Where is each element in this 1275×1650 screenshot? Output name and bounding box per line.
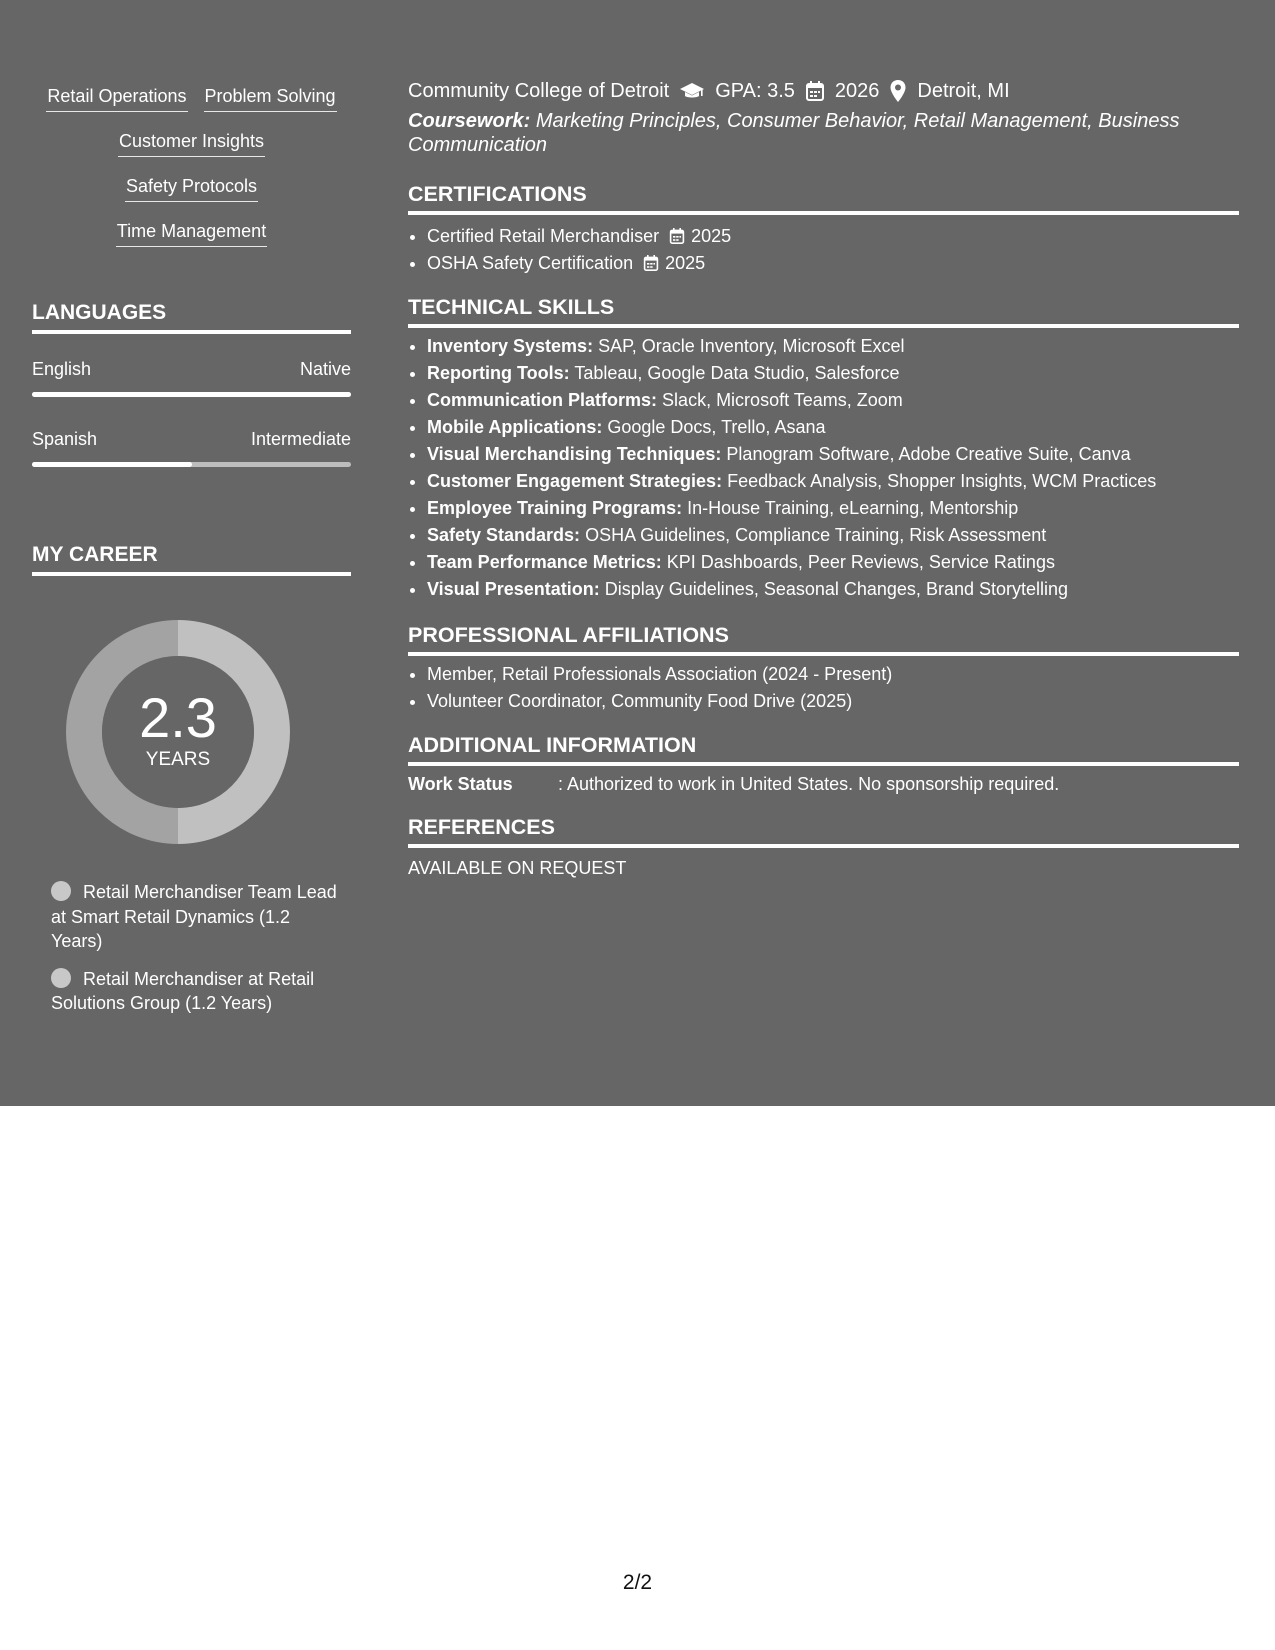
calendar-icon [643, 254, 659, 272]
coursework [408, 109, 1208, 157]
skill-label: Mobile Applications: [427, 417, 603, 437]
graduation-cap-icon [679, 81, 705, 101]
career-item [51, 880, 341, 954]
work-status-row [408, 772, 1059, 796]
technical-skills-list [408, 333, 1239, 603]
skill-value: Feedback Analysis, Shopper Insights, WCM Practices [727, 471, 1157, 491]
education-location: Detroit, MI [917, 80, 1010, 102]
skill-label: Employee Training Programs: [427, 498, 683, 518]
language-item [32, 428, 351, 467]
skill-label: Visual Merchandising Techniques: [427, 444, 722, 464]
certifications-list [408, 223, 1239, 277]
certification-item [427, 250, 1239, 277]
references-text: AVAILABLE ON REQUEST [408, 858, 627, 878]
skill-label: Reporting Tools: [427, 363, 570, 383]
career-item-label: Retail Merchandiser at Retail Solutions Group (1.2 Years) [51, 968, 315, 1013]
skill-value: Slack, Microsoft Teams, Zoom [662, 390, 903, 410]
certification-year: 2025 [691, 226, 732, 246]
skill-item [427, 468, 1239, 495]
skill-row [32, 219, 351, 264]
language-proficiency-bar [32, 462, 351, 467]
skill-item [427, 360, 1239, 387]
certification-name: Certified Retail Merchandiser [427, 226, 660, 246]
language-level: Intermediate [250, 429, 351, 449]
calendar-icon [805, 80, 825, 102]
skill-tag: Safety Protocols [125, 174, 258, 202]
certification-item [427, 223, 1239, 250]
affiliation-item: • Volunteer Coordinator, Community Food Drive (2025) [427, 688, 1239, 715]
affiliations-heading: PROFESSIONAL AFFILIATIONS [408, 621, 1239, 656]
skill-value: SAP, Oracle Inventory, Microsoft Excel [598, 336, 905, 356]
skill-label: Customer Engagement Strategies: [427, 471, 723, 491]
language-proficiency-fill [32, 462, 192, 467]
skill-label: Visual Presentation: [427, 579, 600, 599]
career-total-value: 2.3 [139, 686, 217, 749]
skill-tag: Time Management [116, 219, 267, 247]
skill-item [427, 522, 1239, 549]
affiliation-item: • Member, Retail Professionals Association (2024 - Present) [427, 661, 1239, 688]
career-list [51, 880, 341, 1029]
language-item [32, 358, 351, 397]
coursework-text: Marketing Principles, Consumer Behavior, Retail Management, Business Communication [408, 110, 1180, 156]
school-name: Community College of Detroit [408, 80, 670, 102]
skill-value: In-House Training, eLearning, Mentorship [687, 498, 1019, 518]
language-name: Spanish [32, 429, 98, 449]
map-pin-icon [889, 79, 907, 103]
skill-item [427, 333, 1239, 360]
skill-tag: Retail Operations [46, 84, 187, 112]
skill-label: Communication Platforms: [427, 390, 658, 410]
skill-value: KPI Dashboards, Peer Reviews, Service Ratings [666, 552, 1055, 572]
language-proficiency-fill [32, 392, 351, 397]
certification-year: 2025 [665, 253, 706, 273]
career-donut-chart [66, 620, 290, 844]
skill-item [427, 414, 1239, 441]
skill-value: Planogram Software, Adobe Creative Suite, Canva [726, 444, 1131, 464]
certifications-heading: CERTIFICATIONS [408, 180, 1239, 215]
skill-item [427, 495, 1239, 522]
skill-value: Display Guidelines, Seasonal Changes, Brand Storytelling [604, 579, 1069, 599]
skill-tag: Problem Solving [204, 84, 337, 112]
skill-value: Google Docs, Trello, Asana [607, 417, 826, 437]
career-total [66, 620, 290, 844]
skill-label: Safety Standards: [427, 525, 581, 545]
career-item-label: Retail Merchandiser Team Lead at Smart Retail Dynamics (1.2 Years) [51, 882, 337, 951]
additional-info-heading: ADDITIONAL INFORMATION [408, 731, 1239, 766]
languages-heading: LANGUAGES [32, 299, 351, 334]
career-item [51, 967, 341, 1016]
skill-item [427, 441, 1239, 468]
graduation-year: 2026 [834, 80, 880, 102]
skill-label: Team Performance Metrics: [427, 552, 662, 572]
career-total-unit: YEARS [145, 749, 211, 770]
skill-row [32, 174, 351, 219]
technical-skills-heading: TECHNICAL SKILLS [408, 293, 1239, 328]
affiliations-list [408, 661, 1239, 715]
work-status-label: Work Status [408, 774, 513, 794]
skill-value: Tableau, Google Data Studio, Salesforce [574, 363, 900, 383]
skill-item [427, 549, 1239, 576]
skill-row [32, 84, 351, 129]
page-number: 2/2 [622, 1571, 653, 1594]
language-proficiency-bar [32, 392, 351, 397]
language-level: Native [299, 359, 351, 379]
gpa: GPA: 3.5 [715, 80, 795, 102]
calendar-icon [669, 227, 685, 245]
education-line [408, 78, 1239, 104]
bullet-dot-icon [51, 881, 71, 901]
certification-name: OSHA Safety Certification [427, 253, 634, 273]
skill-item [427, 387, 1239, 414]
coursework-label: Coursework: [408, 110, 531, 132]
skill-tag: Customer Insights [118, 129, 265, 157]
career-heading: MY CAREER [32, 541, 351, 576]
skill-value: OSHA Guidelines, Compliance Training, Risk Assessment [585, 525, 1047, 545]
skill-label: Inventory Systems: [427, 336, 594, 356]
skill-item [427, 576, 1239, 603]
skills-tags [32, 84, 351, 264]
language-name: English [32, 359, 92, 379]
bullet-dot-icon [51, 968, 71, 988]
work-status-value: : Authorized to work in United States. No sponsorship required. [558, 774, 1060, 794]
references-heading: REFERENCES [408, 813, 1239, 848]
skill-row [32, 129, 351, 174]
